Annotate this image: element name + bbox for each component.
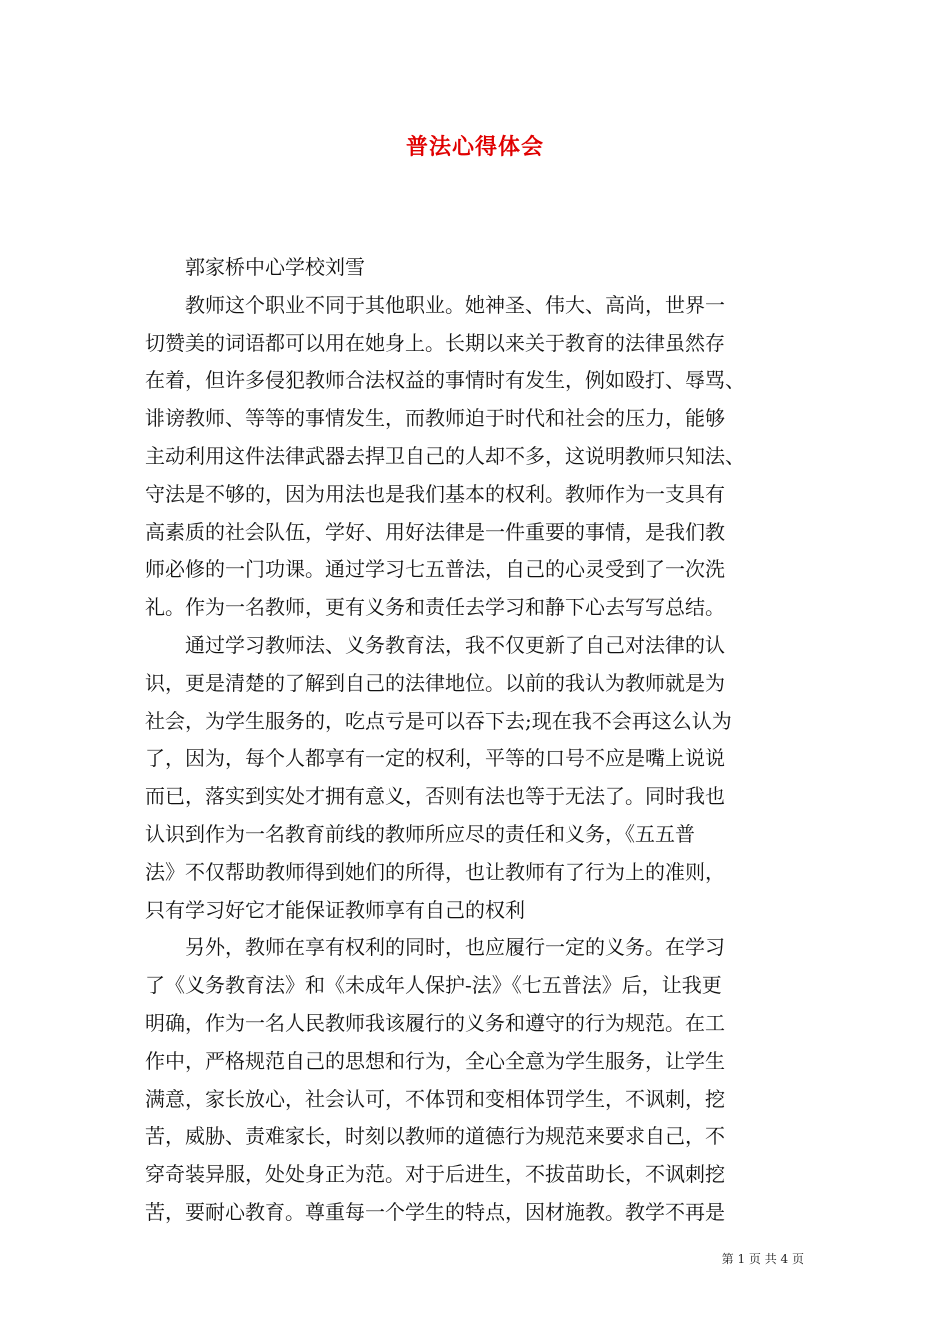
text-line: 另外，教师在享有权利的同时，也应履行一定的义务。在学习: [185, 935, 725, 960]
page-number-footer: 第 1 页 共 4 页: [721, 1252, 804, 1266]
text-line: 法》不仅帮助教师得到她们的所得，也让教师有了行为上的准则，: [145, 859, 725, 884]
author-line: 郭家桥中心学校刘雪: [185, 255, 365, 279]
document-body: [145, 249, 810, 1232]
text-line: 明确，作为一名人民教师我该履行的义务和遵守的行为规范。在工: [145, 1010, 725, 1035]
text-line: 诽谤教师、等等的事情发生，而教师迫于时代和社会的压力，能够: [145, 406, 725, 431]
text-line: 只有学习好它才能保证教师享有自己的权利: [145, 897, 525, 922]
text-line: 作中，严格规范自己的思想和行为，全心全意为学生服务，让学生: [145, 1048, 725, 1073]
text-line: 苦，威胁、责难家长，时刻以教师的道德行为规范来要求自己，不: [145, 1124, 725, 1149]
text-line: 师必修的一门功课。通过学习七五普法，自己的心灵受到了一次洗: [145, 557, 725, 582]
paragraph-2: [145, 627, 810, 929]
text-line: 守法是不够的，因为用法也是我们基本的权利。教师作为一支具有: [145, 481, 725, 506]
text-line: 高素质的社会队伍，学好、用好法律是一件重要的事情，是我们教: [145, 519, 725, 544]
text-line: 教师这个职业不同于其他职业。她神圣、伟大、高尚，世界一: [185, 292, 725, 317]
text-line: 社会，为学生服务的，吃点亏是可以吞下去;现在我不会再这么认为: [145, 708, 732, 733]
text-line: 穿奇装异服，处处身正为范。对于后进生，不拔苗助长，不讽刺挖: [145, 1162, 725, 1187]
text-line: 认识到作为一名教育前线的教师所应尽的责任和义务，《五五普: [145, 821, 695, 846]
document-title: 普法心得体会: [405, 134, 544, 160]
text-line: 而已，落实到实处才拥有意义，否则有法也等于无法了。同时我也: [145, 784, 725, 809]
text-line: 通过学习教师法、义务教育法，我不仅更新了自己对法律的认: [185, 632, 725, 657]
paragraph-3: [145, 929, 810, 1231]
text-line: 了，因为，每个人都享有一定的权利，平等的口号不应是嘴上说说: [145, 746, 725, 771]
text-line: 了《义务教育法》和《未成年人保护-法》《七五普法》后，让我更: [145, 973, 722, 998]
text-line: 切赞美的词语都可以用在她身上。长期以来关于教育的法律虽然存: [145, 330, 725, 355]
text-line: 识，更是清楚的了解到自己的法律地位。以前的我认为教师就是为: [145, 670, 725, 695]
text-line: 满意，家长放心，社会认可，不体罚和变相体罚学生，不讽刺，挖: [145, 1086, 725, 1111]
paragraph-1: [145, 287, 810, 627]
text-line: 苦，要耐心教育。尊重每一个学生的特点，因材施教。教学不再是: [145, 1199, 725, 1224]
text-line: 主动利用这件法律武器去捍卫自己的人却不多，这说明教师只知法、: [145, 443, 745, 468]
text-line: 礼。作为一名教师，更有义务和责任去学习和静下心去写写总结。: [145, 595, 725, 620]
text-line: 在着，但许多侵犯教师合法权益的事情时有发生，例如殴打、辱骂、: [145, 368, 745, 393]
